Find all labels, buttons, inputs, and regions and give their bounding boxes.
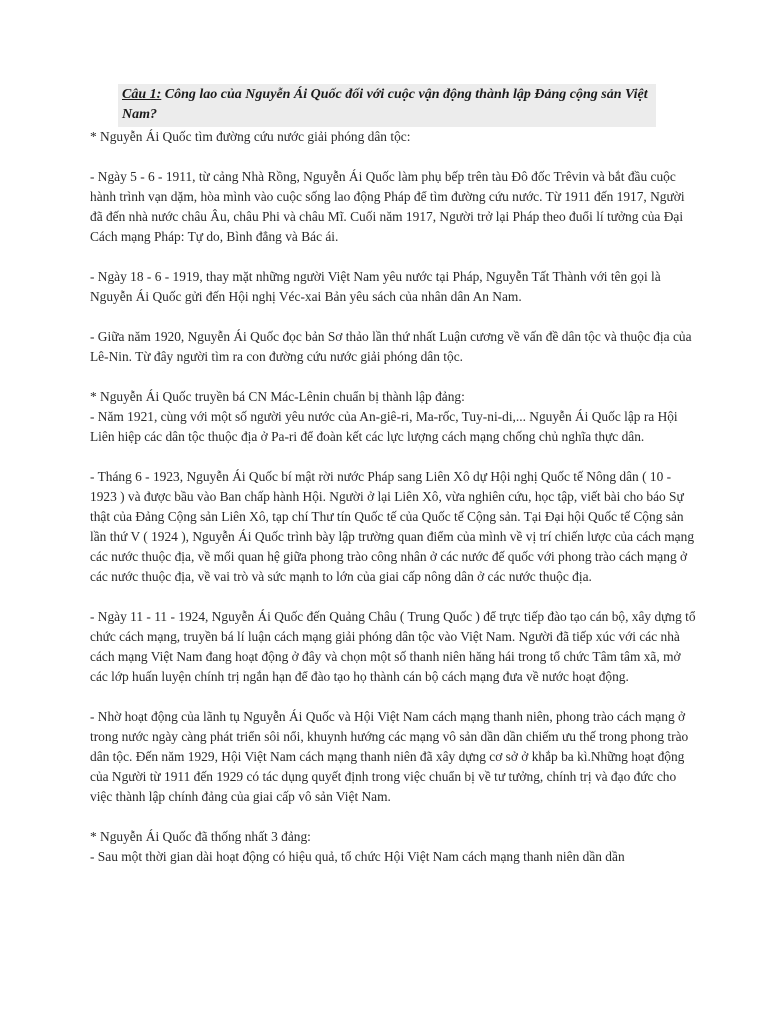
section-heading: * Nguyễn Ái Quốc đã thống nhất 3 đảng: <box>90 829 311 844</box>
paragraph: - Năm 1921, cùng với một số người yêu nước của An-giê-ri, Ma-rốc, Tuy-ni-di,... Nguyễn Ái Quốc lập ra Hội Liên hiệp các dân tộc thuộc địa ở Pa-ri để đoàn kết các lực lượng cách mạng chống chủ nghĩa thực dân. <box>90 409 678 444</box>
section-heading: * Nguyễn Ái Quốc tìm đường cứu nước giải phóng dân tộc: <box>90 129 411 144</box>
question-text: Công lao của Nguyễn Ái Quốc đối với cuộc vận động thành lập Đảng cộng sản Việt Nam? <box>122 87 648 122</box>
paragraph: - Nhờ hoạt động của lãnh tụ Nguyễn Ái Quốc và Hội Việt Nam cách mạng thanh niên, phong trào cách mạng ở trong nước ngày càng phát triển sôi nổi, khuynh hướng các mạng vô sản dần dần chiếm ưu thế trong phong trào dân tộc. Đến năm 1929, Hội Việt Nam cách mạng thanh niên đã xây dựng cơ sở ở khắp ba kì.Những hoạt động của Người từ 1911 đến 1929 có tác dụng quyết định trong việc chuẩn bị về tư tưởng, chính trị và đạo đức cho việc thành lập chính đảng của giai cấp vô sản Việt Nam. <box>90 709 689 804</box>
document-page <box>90 84 700 867</box>
paragraph: - Tháng 6 - 1923, Nguyễn Ái Quốc bí mật rời nước Pháp sang Liên Xô dự Hội nghị Quốc tế Nông dân ( 10 - 1923 ) và được bầu vào Ban chấp hành Hội. Người ở lại Liên Xô, vừa nghiên cứu, học tập, viết bài cho báo Sự thật của Đảng Cộng sản Liên Xô, tạp chí Thư tín Quốc tế của Quốc tế Cộng sản. Tại Đại hội Quốc tế Cộng sản lần thứ V ( 1924 ), Nguyễn Ái Quốc trình bày lập trường quan điểm của mình về vị trí chiến lược của cách mạng các nước thuộc địa, về mối quan hệ giữa phong trào công nhân ở các nước đế quốc với phong trào cách mạng ở các nước thuộc địa, về vai trò và sức mạnh to lớn của giai cấp nông dân ở các nước thuộc địa. <box>90 469 695 584</box>
section-heading: * Nguyễn Ái Quốc truyền bá CN Mác-Lênin chuẩn bị thành lập đảng: <box>90 389 465 404</box>
paragraph: - Ngày 18 - 6 - 1919, thay mặt những người Việt Nam yêu nước tại Pháp, Nguyễn Tất Thành với tên gọi là Nguyễn Ái Quốc gửi đến Hội nghị Véc-xai Bản yêu sách của nhân dân An Nam. <box>90 269 661 304</box>
paragraph: - Giữa năm 1920, Nguyễn Ái Quốc đọc bản Sơ thảo lần thứ nhất Luận cương về vấn đề dân tộc và thuộc địa của Lê-Nin. Từ đây người tìm ra con đường cứu nước giải phóng dân tộc. <box>90 329 692 364</box>
paragraph: - Sau một thời gian dài hoạt động có hiệu quả, tổ chức Hội Việt Nam cách mạng thanh niên dần dần <box>90 849 625 864</box>
paragraph: - Ngày 5 - 6 - 1911, từ cảng Nhà Rồng, Nguyễn Ái Quốc làm phụ bếp trên tàu Đô đốc Trêvin và bắt đầu cuộc hành trình vạn dặm, hòa mình vào cuộc sống lao động Pháp để tìm đường cứu nước. Từ 1911 đến 1917, Người đã đến nhà nước châu Âu, châu Phi và châu Mĩ. Cuối năm 1917, Người trở lại Pháp theo đuổi lí tưởng của Đại Cách mạng Pháp: Tự do, Bình đẳng và Bác ái. <box>90 169 685 244</box>
question-number: Câu 1: <box>122 87 162 102</box>
paragraph: - Ngày 11 - 11 - 1924, Nguyễn Ái Quốc đến Quảng Châu ( Trung Quốc ) để trực tiếp đào tạo cán bộ, xây dựng tổ chức cách mạng, truyền bá lí luận cách mạng giải phóng dân tộc vào Việt Nam. Người đã tiếp xúc với các nhà cách mạng Việt Nam đang hoạt động ở đây và chọn một số thanh niên hăng hái trong tổ chức Tâm tâm xã, mở các lớp huấn luyện chính trị ngắn hạn để đào tạo họ thành cán bộ cách mạng đưa về nước hoạt động. <box>90 609 696 684</box>
question-heading <box>118 84 656 127</box>
